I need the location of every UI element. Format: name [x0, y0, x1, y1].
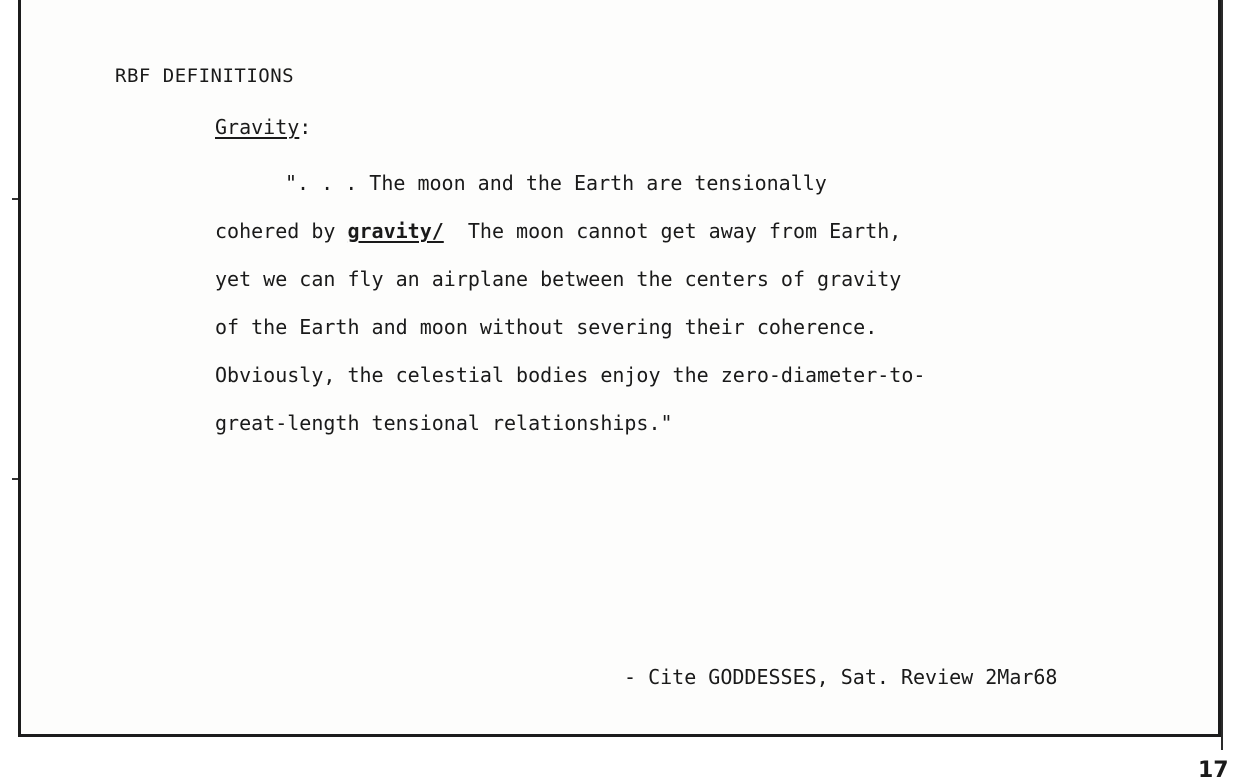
term-colon: :	[299, 115, 312, 139]
margin-mark	[12, 198, 18, 200]
term-word: Gravity	[215, 115, 300, 139]
citation: - Cite GODDESSES, Sat. Review 2Mar68	[624, 665, 1058, 689]
page-number: 17	[1198, 758, 1229, 783]
quote-underlined-word: gravity/	[347, 219, 444, 243]
quote-line-4: of the Earth and moon without severing their coherence.	[215, 315, 878, 339]
quote-line-6: great-length tensional relationships."	[215, 411, 673, 435]
card-edge	[1221, 0, 1233, 750]
document-heading: RBF DEFINITIONS	[115, 65, 295, 87]
quote-line-2-start: cohered by	[215, 219, 348, 243]
margin-mark	[12, 478, 18, 480]
quote-line-1: ". . . The moon and the Earth are tensionally	[285, 171, 827, 195]
quote-line-2-end: The moon cannot get away from Earth,	[443, 219, 902, 243]
quote-line-2	[215, 213, 1055, 261]
term-label	[215, 115, 311, 139]
definition-quote	[215, 165, 1055, 453]
quote-line-5: Obviously, the celestial bodies enjoy the zero-diameter-to-	[215, 363, 926, 387]
quote-line-3: yet we can fly an airplane between the centers of gravity	[215, 267, 902, 291]
